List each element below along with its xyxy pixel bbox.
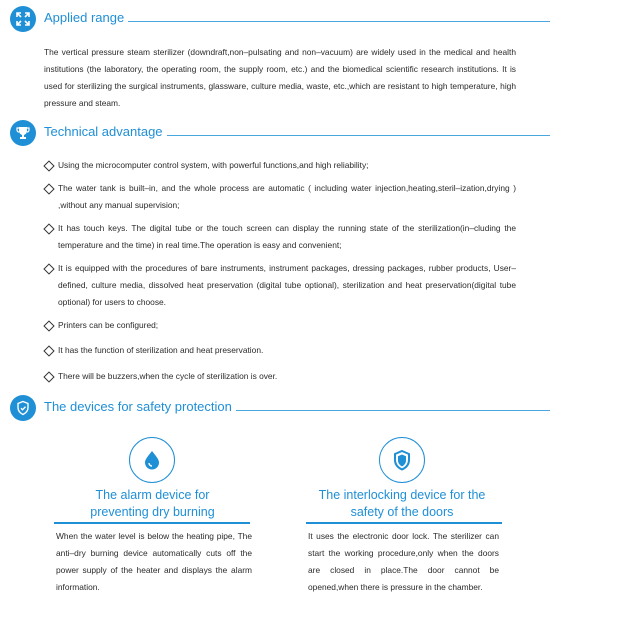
device-rule [54, 522, 250, 524]
list-item-text: There will be buzzers,when the cycle of sterilization is over. [58, 371, 278, 381]
safety-header [10, 395, 550, 421]
shield-icon [379, 437, 425, 483]
list-item-text: It has the function of sterilization and heat preservation. [58, 345, 264, 355]
diamond-bullet-icon [43, 320, 54, 331]
diamond-bullet-icon [43, 345, 54, 356]
list-item-text: It is equipped with the procedures of bare instruments, instrument packages, dressing packages, rubber products, User–defined, culture media, dissolved heat preservation (digital tube optional), sterilization and heat preservation(digital tube optional) for users to choose. [58, 263, 516, 307]
applied-range-text: The vertical pressure steam sterilizer (downdraft,non–pulsating and non–vacuum) are widely used in the medical and health institutions (the laboratory, the operating room, the supply room, etc.) and the biomedical scientific research institutions. It is used for sterilizing the surgical instruments, glassware, culture media, waste, etc.,which are resistant to high temperature, high pressure and steam. [44, 47, 516, 108]
list-item [44, 317, 516, 334]
list-item [44, 157, 516, 174]
diamond-bullet-icon [43, 263, 54, 274]
list-item [44, 368, 516, 385]
list-item-text: Using the microcomputer control system, with powerful functions,and high reliability; [58, 160, 369, 170]
list-item [44, 180, 516, 214]
diamond-bullet-icon [43, 160, 54, 171]
device-title: The interlocking device for the safety of the doors [318, 488, 486, 519]
list-item-text: Printers can be configured; [58, 320, 159, 330]
list-item [44, 220, 516, 254]
water-drop-icon [129, 437, 175, 483]
diamond-bullet-icon [43, 223, 54, 234]
list-item-text: It has touch keys. The digital tube or the touch screen can display the running state of the sterilization(in–cluding the temperature and the time) in real time.The operation is easy and convenient; [58, 223, 516, 250]
diamond-bullet-icon [43, 183, 54, 194]
section-title: Applied range [44, 10, 128, 25]
applied-range-header [10, 6, 550, 32]
device-rule [306, 522, 502, 524]
section-title: Technical advantage [44, 124, 167, 139]
diamond-bullet-icon [43, 371, 54, 382]
device-text: It uses the electronic door lock. The sterilizer can start the working procedure,only when the doors are closed in place.The door cannot be opened,when there is pressure in the chamber. [308, 531, 499, 592]
section-title: The devices for safety protection [44, 399, 236, 414]
list-item [44, 260, 516, 311]
device-title: The alarm device for preventing dry burning [90, 488, 215, 519]
technical-advantage-header [10, 120, 550, 146]
shield-icon [10, 395, 36, 421]
list-item [44, 342, 516, 359]
trophy-icon [10, 120, 36, 146]
list-item-text: The water tank is built–in, and the whole process are automatic ( including water injection,heating,steril–ization,drying ) ,without any manual supervision; [58, 183, 516, 210]
device-text: When the water level is below the heating pipe, The anti–dry burning device automatically cuts off the power supply of the heater and displays the alarm information. [56, 531, 252, 592]
expand-arrows-icon [10, 6, 36, 32]
